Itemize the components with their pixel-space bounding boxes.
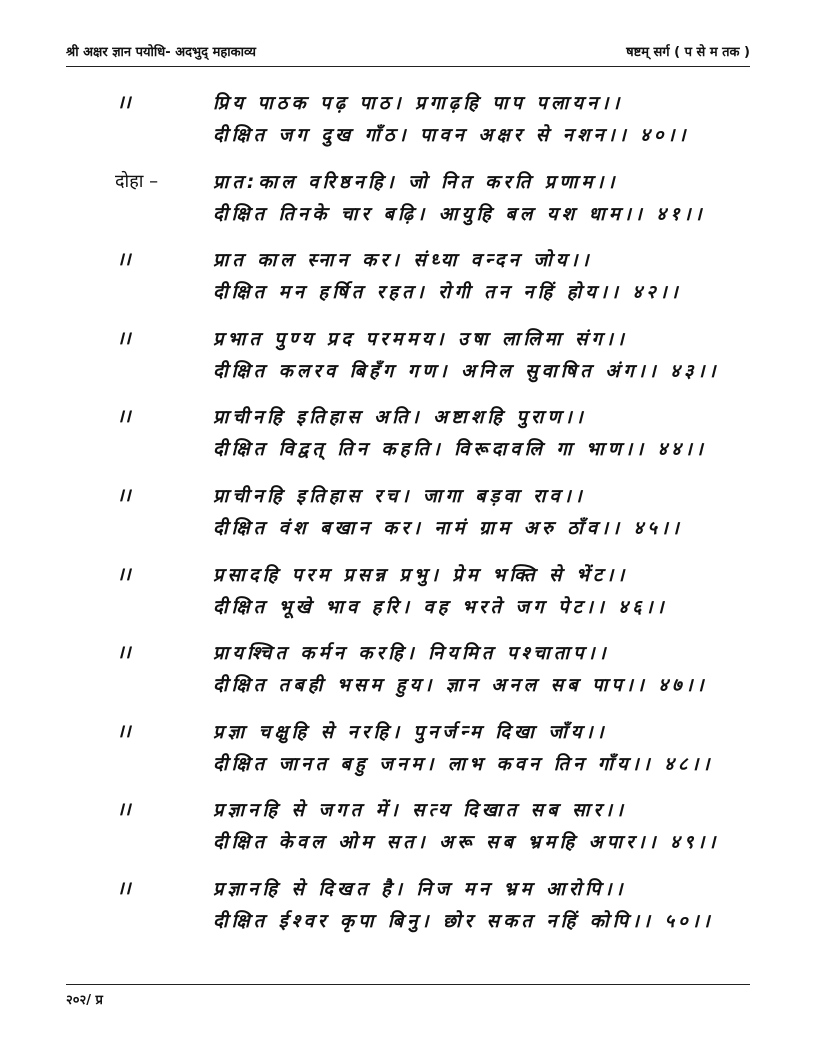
stanza-49 bbox=[0, 793, 816, 872]
verse-line-2: दीक्षित तबही भसम हुय। ज्ञान अनल सब पाप।। ४७।। bbox=[213, 675, 708, 697]
stanza-marker: ।। bbox=[117, 877, 131, 899]
footer-divider bbox=[66, 984, 750, 985]
verse-line-1: प्रज्ञानहि से जगत में। सत्य दिखात सब सार।। bbox=[213, 800, 628, 822]
verse-line-1: प्रात काल स्नान कर। संध्या वन्दन जोय।। bbox=[213, 250, 593, 272]
header-divider bbox=[66, 66, 750, 67]
stanza-44 bbox=[0, 400, 816, 479]
chapter-title: षष्टम् सर्ग ( प से म तक ) bbox=[626, 45, 750, 60]
stanza-marker: ।। bbox=[117, 484, 131, 506]
stanza-marker: ।। bbox=[117, 406, 131, 428]
stanza-47 bbox=[0, 636, 816, 715]
verse-line-2: दीक्षित मन हर्षित रहत। रोगी तन नहिं होय।। ४२।। bbox=[213, 282, 682, 304]
verse-line-2: दीक्षित जग दुख गाँठ। पावन अक्षर से नशन।। ४०।। bbox=[213, 125, 690, 146]
stanza-marker: ।। bbox=[117, 799, 131, 821]
verse-line-2: दीक्षित तिनके चार बढ़ि। आयुहि बल यश धाम।। ४१।। bbox=[213, 203, 706, 225]
stanza-46 bbox=[0, 558, 816, 637]
stanza-marker: ।। bbox=[117, 642, 131, 664]
stanza-41 bbox=[0, 165, 816, 244]
verse-line-2: दीक्षित कलरव बिहँग गण। अनिल सुवाषित अंग।। ४३।। bbox=[213, 360, 720, 382]
page-header bbox=[66, 42, 750, 64]
stanza-marker: ।। bbox=[117, 92, 131, 113]
stanza-marker: ।। bbox=[117, 720, 131, 742]
stanza-43 bbox=[0, 322, 816, 401]
doha-marker: दोहा – bbox=[115, 170, 159, 192]
stanza-marker: ।। bbox=[117, 563, 131, 585]
stanza-marker: ।। bbox=[117, 249, 131, 271]
stanza-42 bbox=[0, 243, 816, 322]
verse-line-2: दीक्षित वंश बखान कर। नामं ग्राम अरु ठाँव।। ४५।। bbox=[213, 517, 683, 539]
verse-line-2: दीक्षित विद्वत् तिन कहति। विरूदावलि गा भाण।। ४४।। bbox=[213, 439, 707, 461]
verse-line-2: दीक्षित केवल ओम सत। अरू सब भ्रमहि अपार।। ४९।। bbox=[213, 832, 720, 854]
verse-line-2: दीक्षित जानत बहु जनम। लाभ कवन तिन गाँय।। ४८।। bbox=[213, 753, 714, 775]
verse-line-1: प्रात:काल वरिष्ठनहि। जो नित करति प्रणाम।। bbox=[213, 171, 619, 193]
stanza-48 bbox=[0, 715, 816, 794]
book-title: श्री अक्षर ज्ञान पयोधि- अदभुद् महाकाव्य bbox=[66, 45, 256, 60]
stanza-50 bbox=[0, 872, 816, 951]
verse-line-2: दीक्षित भूखे भाव हरि। वह भरते जग पेट।। ४६।। bbox=[213, 596, 668, 618]
verse-line-1: प्रिय पाठक पढ़ पाठ। प्रगाढ़हि पाप पलायन।। bbox=[213, 93, 624, 114]
stanza-marker: ।। bbox=[117, 327, 131, 349]
verse-line-1: प्रायश्चित कर्मन करहि। नियमित पश्चाताप।। bbox=[213, 643, 610, 665]
verse-line-2: दीक्षित ईश्वर कृपा बिनु। छोर सकत नहिं कोपि।। ५०।। bbox=[213, 910, 714, 932]
verse-line-1: प्राचीनहि इतिहास रच। जागा बड़वा राव।। bbox=[213, 485, 586, 507]
verse-line-1: प्राचीनहि इतिहास अति। अष्टाशहि पुराण।। bbox=[213, 407, 587, 429]
verse-line-1: प्रसादहि परम प्रसन्न प्रभु। प्रेम भक्ति से भेंट।। bbox=[213, 564, 629, 586]
page-number: २०२/ प्र bbox=[66, 993, 103, 1008]
verse-line-1: प्रभात पुण्य प्रद परममय। उषा लालिमा संग।। bbox=[213, 328, 628, 350]
verse-list bbox=[0, 86, 816, 951]
stanza-40 bbox=[0, 86, 816, 165]
verse-line-1: प्रज्ञानहि से दिखत है। निज मन भ्रम आरोपि।। bbox=[213, 878, 627, 900]
stanza-45 bbox=[0, 479, 816, 558]
verse-line-1: प्रज्ञा चक्षुहि से नरहि। पुनर्जन्म दिखा जाँय।। bbox=[213, 721, 608, 743]
